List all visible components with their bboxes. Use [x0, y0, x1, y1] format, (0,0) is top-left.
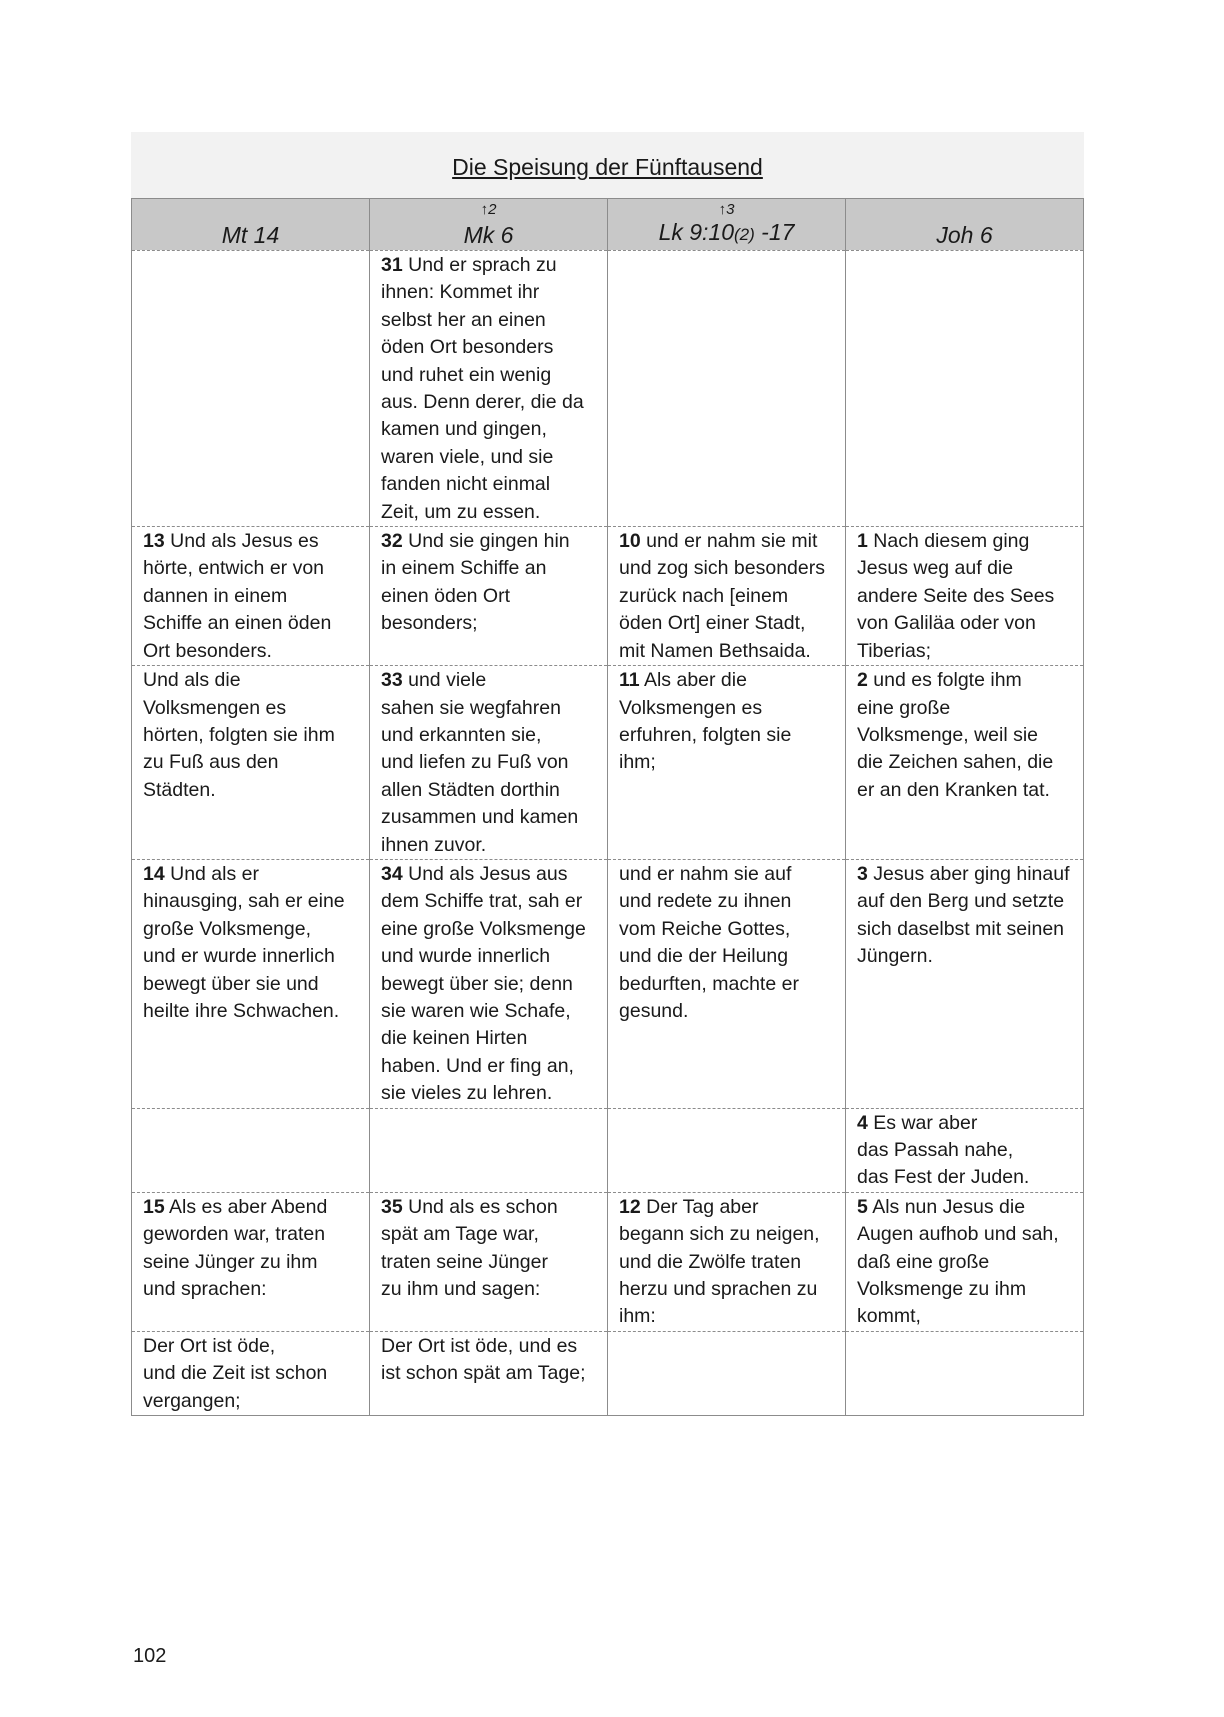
cell-mk — [370, 527, 608, 666]
column-label: Mk 6 — [463, 222, 514, 248]
verse-number: 3 — [857, 862, 868, 885]
verse-number: 15 — [143, 1195, 165, 1218]
cell-lk — [608, 859, 846, 1108]
column-label: Lk 9:10 — [658, 219, 735, 245]
table-row — [132, 666, 1084, 860]
cell-joh — [846, 251, 1084, 527]
cell-mk — [370, 1331, 608, 1415]
column-header-joh — [846, 199, 1084, 251]
cross-reference-marker: ↑2 — [480, 201, 497, 218]
verse-text: Und als er hinausging, sah er eine große Volksmenge, und er wurde innerlich bewegt über sie und heilte ihre Schwachen. — [143, 862, 345, 1022]
table-row — [132, 859, 1084, 1108]
column-label: Mt 14 — [221, 222, 280, 248]
verse-text: Der Ort ist öde, und es ist schon spät am Tage; — [381, 1334, 586, 1385]
cross-reference-marker: ↑3 — [718, 201, 735, 218]
verse-number: 4 — [857, 1111, 868, 1134]
verse-number: 12 — [619, 1195, 641, 1218]
verse-number: 33 — [381, 669, 403, 692]
verse-text: und er nahm sie auf und redete zu ihnen vom Reiche Gottes, und die der Heilung bedurften, machte er gesund. — [619, 862, 799, 1022]
cell-mt — [132, 666, 370, 860]
verse-text: Und sie gingen hin in einem Schiffe an einen öden Ort besonders; — [381, 530, 570, 635]
column-header-mt — [132, 199, 370, 251]
cell-lk — [608, 251, 846, 527]
cell-mt — [132, 1331, 370, 1415]
column-label-tail: -17 — [754, 219, 795, 245]
table-row — [132, 527, 1084, 666]
verse-number: 11 — [619, 669, 640, 692]
verse-number: 35 — [381, 1195, 403, 1218]
verse-text: und es folgte ihm eine große Volksmenge, weil sie die Zeichen sahen, die er an den Kranken tat. — [857, 669, 1054, 801]
cell-mk — [370, 666, 608, 860]
verse-text: Als aber die Volksmengen es erfuhren, folgten sie ihm; — [619, 669, 792, 774]
verse-number: 2 — [857, 669, 868, 692]
cell-lk — [608, 666, 846, 860]
cell-mk — [370, 859, 608, 1108]
cell-lk — [608, 1108, 846, 1192]
verse-text: Jesus aber ging hinauf auf den Berg und setzte sich daselbst mit seinen Jüngern. — [857, 862, 1070, 968]
cell-joh — [846, 666, 1084, 860]
verse-number: 5 — [857, 1195, 868, 1218]
cell-mk — [370, 1192, 608, 1331]
verse-text: Und er sprach zu ihnen: Kommet ihr selbst her an einen öden Ort besonders und ruhet ein wenig aus. Denn derer, die da kamen und gingen, waren viele, und sie fanden nicht einmal Zeit, um zu essen. — [381, 254, 584, 523]
cell-lk — [608, 527, 846, 666]
verse-number: 10 — [619, 530, 641, 553]
synopsis-table — [131, 198, 1084, 1416]
verse-text: Und als Jesus aus dem Schiffe trat, sah er eine große Volksmenge und wurde innerlich bewegt über sie; denn sie waren wie Schafe, die keinen Hirten haben. Und er fing an, sie vieles zu lehren. — [381, 862, 586, 1105]
verse-text: Als es aber Abend geworden war, traten seine Jünger zu ihm und sprachen: — [143, 1195, 328, 1301]
cell-mk — [370, 1108, 608, 1192]
verse-text: Der Ort ist öde, und die Zeit ist schon vergangen; — [143, 1334, 328, 1412]
cell-lk — [608, 1192, 846, 1331]
verse-number: 13 — [143, 530, 165, 553]
cell-lk — [608, 1331, 846, 1415]
verse-text: Der Tag aber begann sich zu neigen, und die Zwölfe traten herzu und sprachen zu ihm: — [619, 1195, 820, 1328]
column-header-lk — [608, 199, 846, 251]
verse-text: Nach diesem ging Jesus weg auf die andere Seite des Sees von Galiläa oder von Tiberias; — [857, 530, 1055, 662]
cell-joh — [846, 1331, 1084, 1415]
header-row — [132, 199, 1084, 251]
verse-number: 1 — [857, 530, 868, 553]
column-label-subscript: (2) — [734, 225, 755, 244]
cell-joh — [846, 527, 1084, 666]
table-row — [132, 251, 1084, 527]
verse-number: 14 — [143, 862, 165, 885]
verse-number: 31 — [381, 254, 403, 276]
verse-text: Und als die Volksmengen es hörten, folgten sie ihm zu Fuß aus den Städten. — [143, 669, 335, 801]
verse-text: Als nun Jesus die Augen aufhob und sah, daß eine große Volksmenge zu ihm kommt, — [857, 1195, 1059, 1328]
verse-text: Und als Jesus es hörte, entwich er von dannen in einem Schiffe an einen öden Ort besonders. — [143, 530, 332, 662]
column-header-mk — [370, 199, 608, 251]
title-band — [131, 132, 1084, 198]
cell-mk — [370, 251, 608, 527]
table-row — [132, 1331, 1084, 1415]
cell-joh — [846, 1192, 1084, 1331]
cell-joh — [846, 1108, 1084, 1192]
document-title: Die Speisung der Fünftausend — [452, 154, 763, 180]
table-row — [132, 1192, 1084, 1331]
cell-mt — [132, 1192, 370, 1331]
cell-joh — [846, 859, 1084, 1108]
verse-text: Und als es schon spät am Tage war, traten seine Jünger zu ihm und sagen: — [381, 1195, 558, 1301]
verse-text: Es war aber das Passah nahe, das Fest der Juden. — [857, 1111, 1030, 1189]
cell-mt — [132, 527, 370, 666]
cell-mt — [132, 859, 370, 1108]
cell-mt — [132, 1108, 370, 1192]
table-row — [132, 1108, 1084, 1192]
verse-number: 32 — [381, 530, 403, 553]
cell-mt — [132, 251, 370, 527]
verse-text: und er nahm sie mit und zog sich besonders zurück nach [einem öden Ort] einer Stadt, mit Namen Bethsaida. — [619, 530, 825, 662]
column-label: Joh 6 — [936, 222, 993, 248]
verse-text: und viele sahen sie wegfahren und erkannten sie, und liefen zu Fuß von allen Städten dorthin zusammen und kamen ihnen zuvor. — [381, 669, 579, 856]
verse-number: 34 — [381, 862, 403, 885]
page-number: 102 — [133, 1645, 167, 1667]
